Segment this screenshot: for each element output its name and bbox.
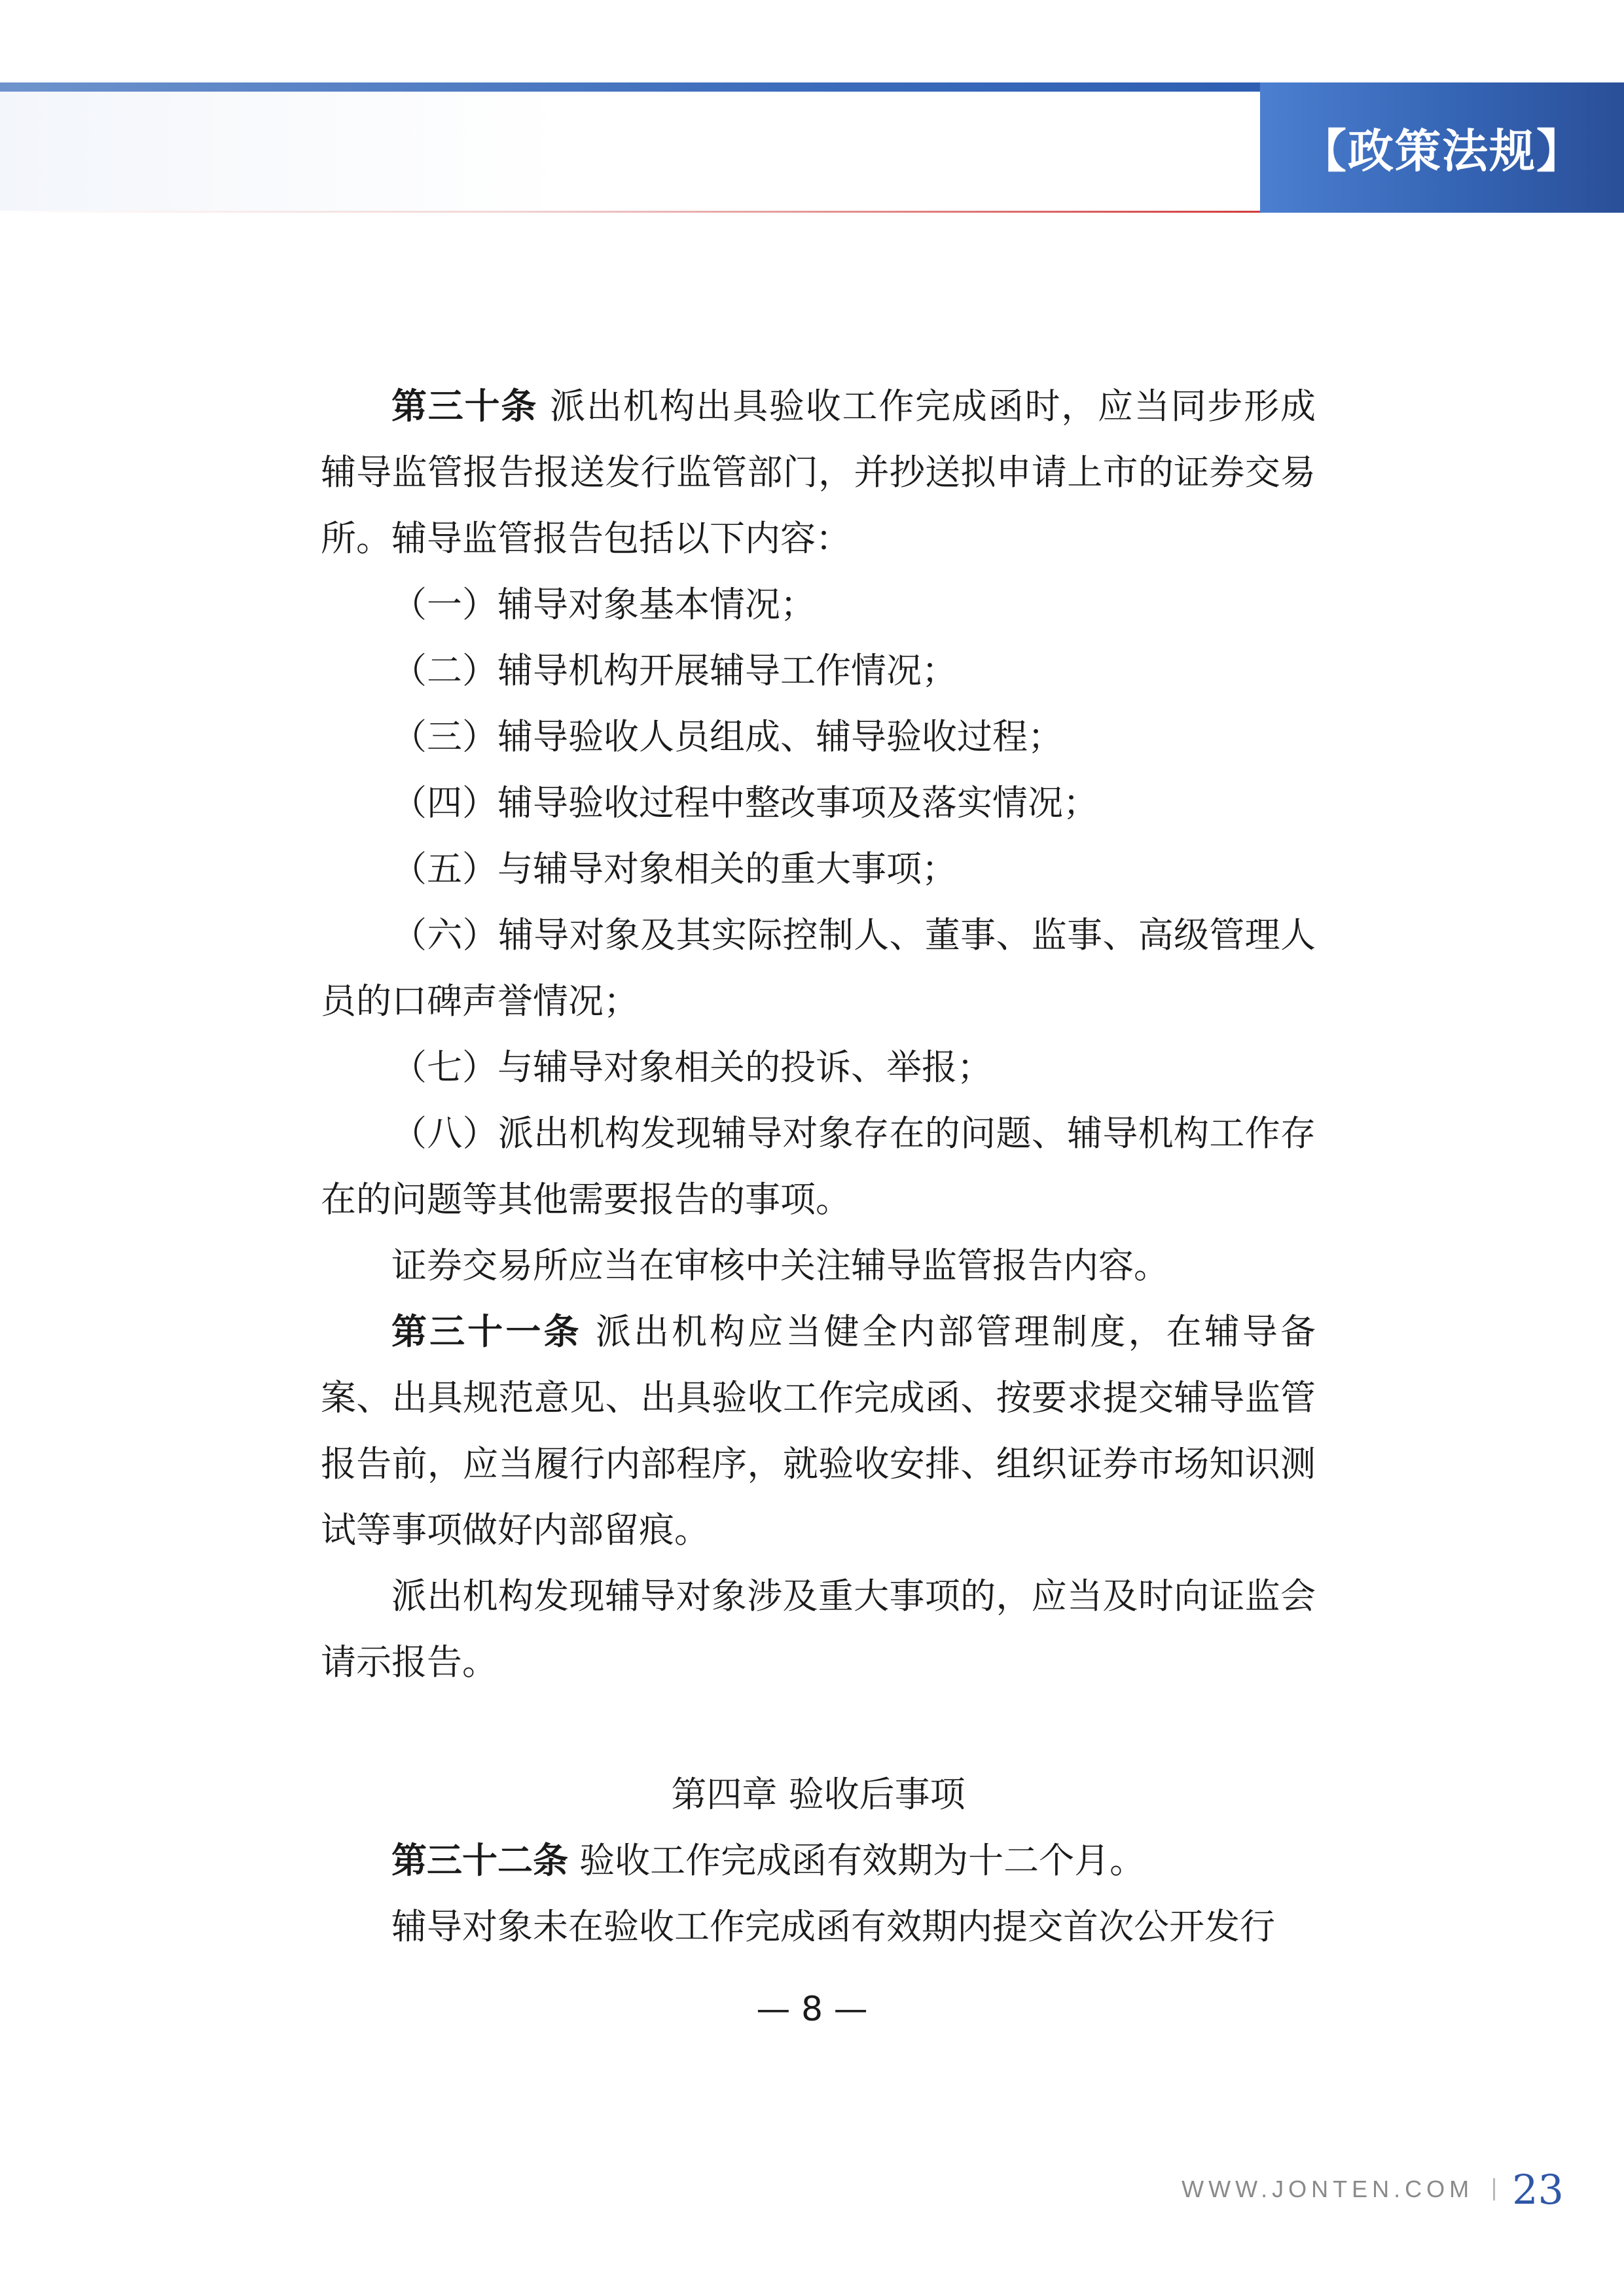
list-item: （一）辅导对象基本情况； bbox=[391, 584, 816, 625]
footer-divider bbox=[1493, 2178, 1495, 2200]
article-30 bbox=[321, 373, 1316, 571]
list-item: （五）与辅导对象相关的重大事项； bbox=[391, 848, 957, 889]
article-32-text: 验收工作完成函有效期为十二个月。 bbox=[579, 1840, 1146, 1881]
article-32 bbox=[321, 1827, 1316, 1893]
header-band bbox=[0, 92, 1260, 213]
article-31 bbox=[321, 1299, 1316, 1563]
article-31-para2: 派出机构发现辅导对象涉及重大事项的，应当及时向证监会请示报告。 bbox=[321, 1575, 1316, 1683]
list-item: （六）辅导对象及其实际控制人、董事、监事、高级管理人员的口碑声誉情况； bbox=[321, 914, 1316, 1022]
footer-page-number: 23 bbox=[1512, 2165, 1564, 2214]
inner-page-number: — 8 — bbox=[756, 1990, 868, 2029]
article-31-text: 派出机构应当健全内部管理制度，在辅导备案、出具规范意见、出具验收工作完成函、按要求提交辅导监管报告前，应当履行内部程序，就验收安排、组织证券市场知识测试等事项做好内部留痕。 bbox=[321, 1311, 1316, 1551]
list-item: （二）辅导机构开展辅导工作情况； bbox=[391, 650, 957, 691]
article-30-text: 派出机构出具验收工作完成函时，应当同步形成辅导监管报告报送发行监管部门，并抄送拟申请上市的证券交易所。辅导监管报告包括以下内容： bbox=[321, 386, 1316, 559]
document-body bbox=[321, 373, 1316, 1960]
article-30-closing: 证券交易所应当在审核中关注辅导监管报告内容。 bbox=[391, 1245, 1169, 1286]
header-underline bbox=[0, 211, 1260, 213]
article-32-label: 第三十二条 bbox=[391, 1840, 568, 1881]
footer-site-link[interactable]: WWW.JONTEN.COM bbox=[1182, 2176, 1474, 2202]
article-31-label: 第三十一条 bbox=[391, 1311, 582, 1352]
article-32-para2: 辅导对象未在验收工作完成函有效期内提交首次公开发行 bbox=[391, 1906, 1275, 1947]
section-tag-label: 【政策法规】 bbox=[1301, 124, 1583, 178]
header-top-line bbox=[0, 82, 1263, 92]
list-item: （七）与辅导对象相关的投诉、举报； bbox=[391, 1047, 992, 1088]
section-tag bbox=[1260, 82, 1624, 213]
article-30-label: 第三十条 bbox=[391, 386, 538, 427]
footer bbox=[1182, 2163, 1564, 2215]
list-item: （八）派出机构发现辅导对象存在的问题、辅导机构工作存在的问题等其他需要报告的事项。 bbox=[321, 1113, 1316, 1220]
list-item: （三）辅导验收人员组成、辅导验收过程； bbox=[391, 716, 1063, 757]
list-item: （四）辅导验收过程中整改事项及落实情况； bbox=[391, 782, 1098, 823]
chapter-title: 第四章 验收后事项 bbox=[671, 1774, 965, 1815]
